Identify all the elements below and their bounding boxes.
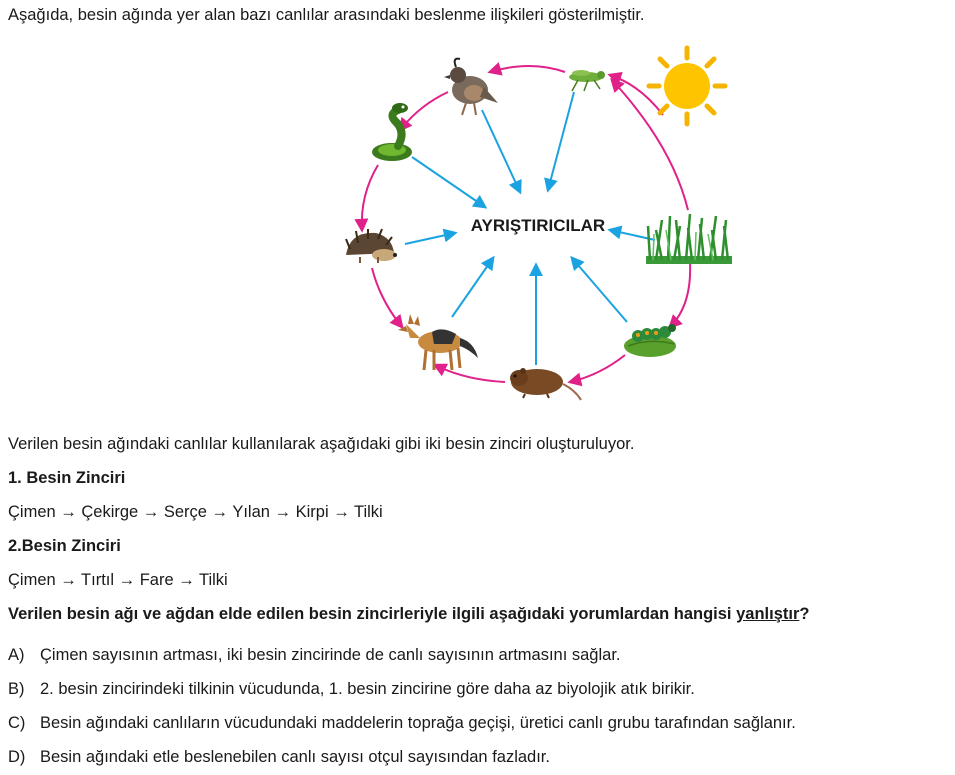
option-b[interactable] [8, 680, 695, 699]
chain2-sequence: Çimen → Tırtıl → Fare → Tilki [8, 571, 228, 589]
question-mark: ? [799, 605, 810, 623]
chain2-title: 2.Besin Zinciri [8, 537, 121, 555]
chain1-sequence: Çimen → Çekirge → Serçe → Yılan → Kirpi → Tilki [8, 503, 383, 521]
arrow-hedgehog-to-jackal [372, 268, 402, 327]
option-d[interactable] [8, 748, 550, 767]
hedgehog-icon [346, 229, 397, 263]
arrow-quail-to-snake [400, 92, 448, 130]
quail-icon [444, 59, 498, 115]
option-a-text: Çimen sayısının artması, iki besin zincirinde de canlı sayısının artmasını sağlar. [40, 646, 621, 664]
caterpillar-icon [624, 324, 676, 357]
snake-icon [372, 103, 412, 161]
question-underlined-word: yanlıştır [736, 605, 800, 623]
mouse-icon [510, 368, 581, 400]
arrow-jackal-to-decomposers [452, 258, 493, 317]
decomposers-label: AYRIŞTIRICILAR [470, 216, 606, 235]
chains-intro-text: Verilen besin ağındaki canlılar kullanılarak aşağıdaki gibi iki besin zinciri oluşturuluyor. [8, 435, 635, 453]
option-d-letter: D) [8, 748, 26, 766]
arrow-quail-to-decomposers [482, 110, 520, 192]
food-web-diagram [0, 30, 955, 410]
question-text [8, 605, 809, 624]
option-c-letter: C) [8, 714, 26, 732]
grasshopper-icon [569, 70, 605, 91]
intro-text: Aşağıda, besin ağında yer alan bazı canlılar arasındaki beslenme ilişkileri gösterilmiştir. [8, 6, 645, 24]
question-main: Verilen besin ağı ve ağdan elde edilen besin zincirleriyle ilgili aşağıdaki yorumlardan hangisi [8, 605, 737, 623]
arrow-grass-to-caterpillar [670, 262, 690, 327]
option-c-text: Besin ağındaki canlıların vücudundaki maddelerin toprağa geçişi, üretici canlı grubu tarafından sağlanır. [40, 714, 796, 732]
sun-icon [649, 48, 725, 124]
arrow-grasshopper-to-decomposers [548, 92, 574, 190]
arrow-caterpillar-to-mouse [570, 355, 625, 382]
option-b-text: 2. besin zincirindeki tilkinin vücudunda, 1. besin zincirine göre daha az biyolojik atık birikir. [40, 680, 695, 698]
arrow-snake-to-hedgehog [362, 165, 378, 230]
option-c[interactable] [8, 714, 796, 733]
option-b-letter: B) [8, 680, 25, 698]
arrow-snake-to-decomposers [412, 157, 485, 207]
option-a[interactable] [8, 646, 621, 665]
arrow-grasshopper-to-quail [490, 66, 565, 72]
jackal-icon [398, 314, 478, 370]
option-d-text: Besin ağındaki etle beslenebilen canlı sayısı otçul sayısından fazladır. [40, 748, 550, 766]
arrow-hedgehog-to-decomposers [405, 233, 455, 244]
option-a-letter: A) [8, 646, 25, 664]
arrow-caterpillar-to-decomposers [572, 258, 627, 322]
grass-icon [646, 214, 732, 264]
chain1-title: 1. Besin Zinciri [8, 469, 126, 487]
arrow-mouse-to-jackal [435, 365, 505, 382]
